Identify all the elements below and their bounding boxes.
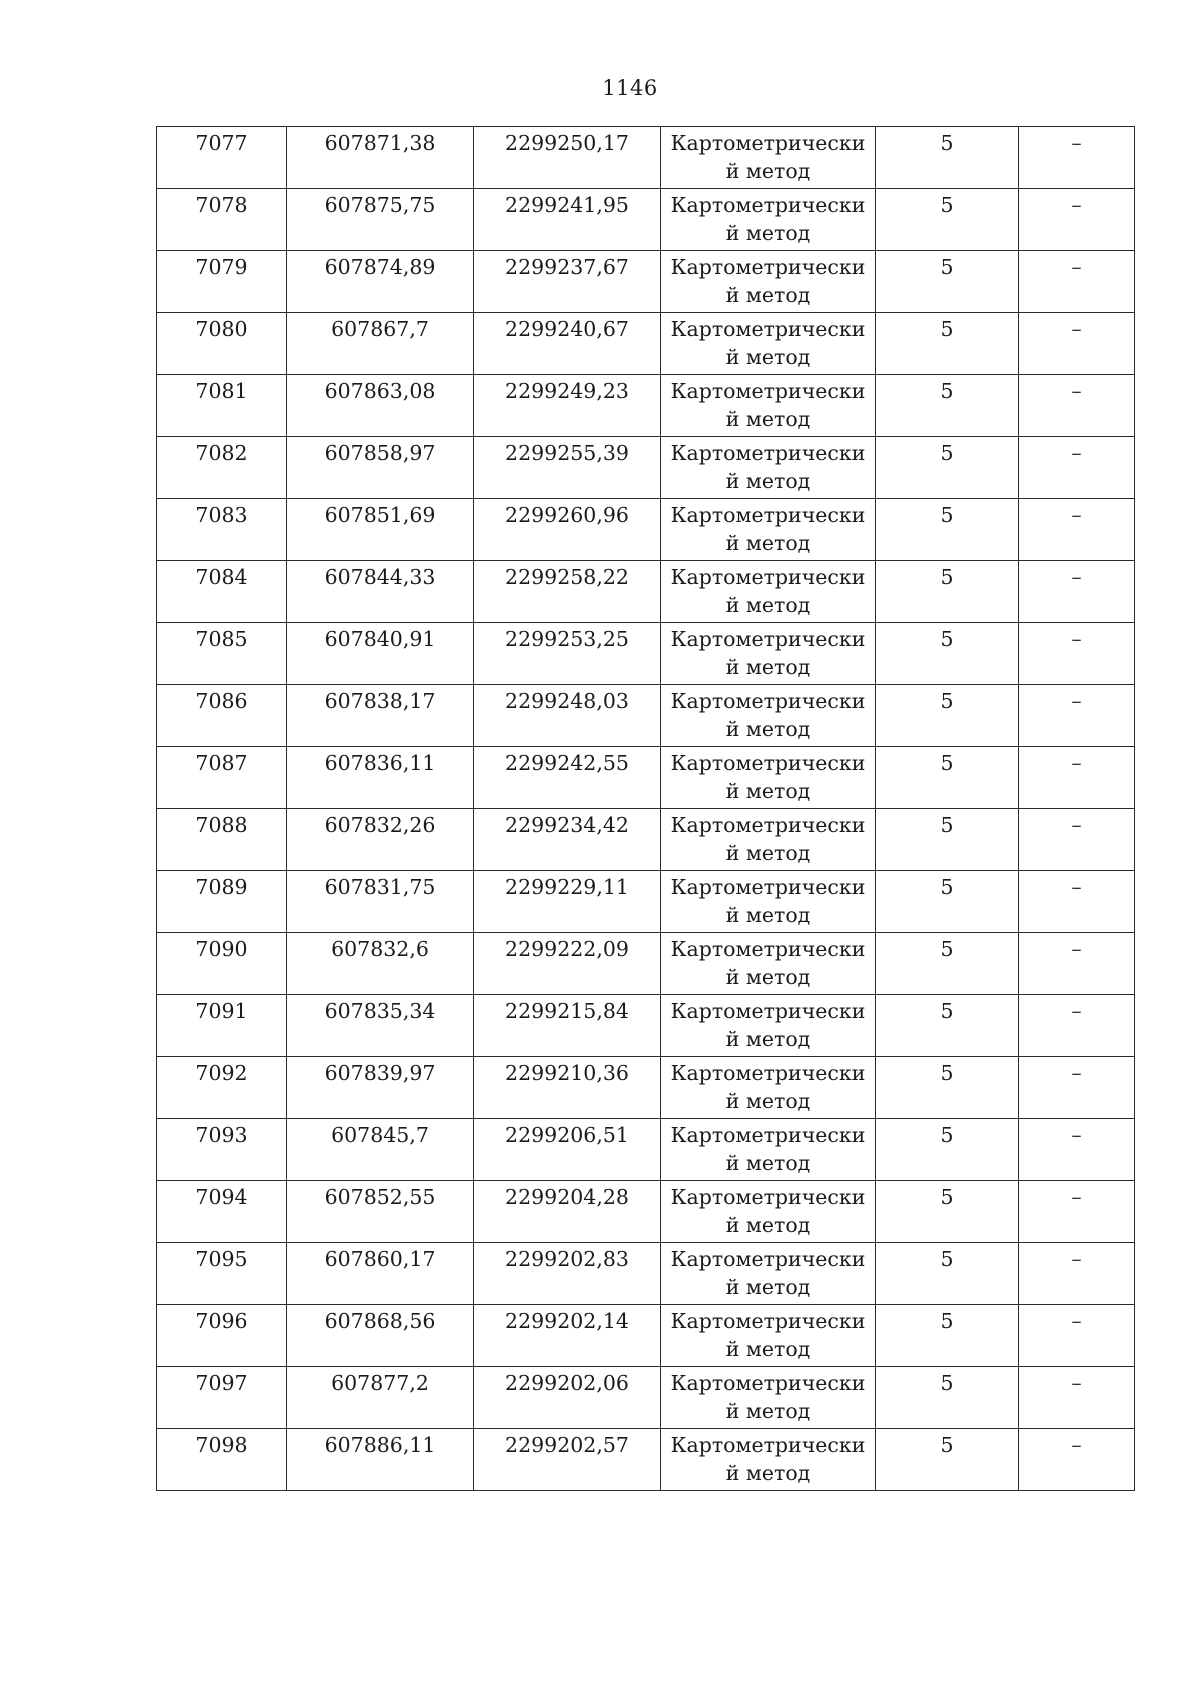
- note-cell: –: [1019, 809, 1135, 871]
- table-row: [157, 189, 1135, 251]
- method-line-1: Картометрически: [670, 565, 866, 589]
- accuracy-cell: 5: [876, 685, 1019, 747]
- note-cell: –: [1019, 995, 1135, 1057]
- x-coordinate-cell: 607845,7: [287, 1119, 474, 1181]
- method-line-1: Картометрически: [670, 1185, 866, 1209]
- method-line-2: й метод: [725, 655, 811, 679]
- method-cell: [661, 1119, 876, 1181]
- method-line-1: Картометрически: [670, 441, 866, 465]
- note-cell: –: [1019, 251, 1135, 313]
- point-number-cell: 7090: [157, 933, 287, 995]
- x-coordinate-cell: 607831,75: [287, 871, 474, 933]
- table-row: [157, 437, 1135, 499]
- y-coordinate-cell: 2299248,03: [474, 685, 661, 747]
- y-coordinate-cell: 2299210,36: [474, 1057, 661, 1119]
- method-cell: [661, 747, 876, 809]
- x-coordinate-cell: 607858,97: [287, 437, 474, 499]
- accuracy-cell: 5: [876, 1243, 1019, 1305]
- accuracy-cell: 5: [876, 437, 1019, 499]
- accuracy-cell: 5: [876, 127, 1019, 189]
- point-number-cell: 7080: [157, 313, 287, 375]
- note-cell: –: [1019, 871, 1135, 933]
- point-number-cell: 7085: [157, 623, 287, 685]
- accuracy-cell: 5: [876, 1367, 1019, 1429]
- note-cell: –: [1019, 1305, 1135, 1367]
- method-cell: [661, 995, 876, 1057]
- point-number-cell: 7083: [157, 499, 287, 561]
- x-coordinate-cell: 607839,97: [287, 1057, 474, 1119]
- method-cell: [661, 561, 876, 623]
- method-line-2: й метод: [725, 1461, 811, 1485]
- method-cell: [661, 871, 876, 933]
- y-coordinate-cell: 2299260,96: [474, 499, 661, 561]
- table-row: [157, 623, 1135, 685]
- x-coordinate-cell: 607874,89: [287, 251, 474, 313]
- method-cell: [661, 1243, 876, 1305]
- table-row: [157, 1243, 1135, 1305]
- method-cell: [661, 685, 876, 747]
- x-coordinate-cell: 607835,34: [287, 995, 474, 1057]
- table-body: [157, 127, 1135, 1491]
- y-coordinate-cell: 2299255,39: [474, 437, 661, 499]
- accuracy-cell: 5: [876, 1119, 1019, 1181]
- point-number-cell: 7092: [157, 1057, 287, 1119]
- x-coordinate-cell: 607868,56: [287, 1305, 474, 1367]
- y-coordinate-cell: 2299258,22: [474, 561, 661, 623]
- point-number-cell: 7097: [157, 1367, 287, 1429]
- table-row: [157, 251, 1135, 313]
- note-cell: –: [1019, 127, 1135, 189]
- note-cell: –: [1019, 313, 1135, 375]
- method-line-2: й метод: [725, 903, 811, 927]
- x-coordinate-cell: 607875,75: [287, 189, 474, 251]
- point-number-cell: 7098: [157, 1429, 287, 1491]
- y-coordinate-cell: 2299215,84: [474, 995, 661, 1057]
- method-cell: [661, 375, 876, 437]
- note-cell: –: [1019, 623, 1135, 685]
- method-line-2: й метод: [725, 531, 811, 555]
- accuracy-cell: 5: [876, 623, 1019, 685]
- point-number-cell: 7082: [157, 437, 287, 499]
- y-coordinate-cell: 2299202,83: [474, 1243, 661, 1305]
- method-line-1: Картометрически: [670, 1371, 866, 1395]
- method-line-2: й метод: [725, 1151, 811, 1175]
- method-line-1: Картометрически: [670, 193, 866, 217]
- x-coordinate-cell: 607851,69: [287, 499, 474, 561]
- method-line-1: Картометрически: [670, 503, 866, 527]
- x-coordinate-cell: 607871,38: [287, 127, 474, 189]
- method-line-1: Картометрически: [670, 317, 866, 341]
- accuracy-cell: 5: [876, 499, 1019, 561]
- x-coordinate-cell: 607836,11: [287, 747, 474, 809]
- table-row: [157, 375, 1135, 437]
- note-cell: –: [1019, 685, 1135, 747]
- y-coordinate-cell: 2299237,67: [474, 251, 661, 313]
- point-number-cell: 7096: [157, 1305, 287, 1367]
- x-coordinate-cell: 607877,2: [287, 1367, 474, 1429]
- point-number-cell: 7091: [157, 995, 287, 1057]
- table-row: [157, 995, 1135, 1057]
- method-line-2: й метод: [725, 1337, 811, 1361]
- method-cell: [661, 1057, 876, 1119]
- x-coordinate-cell: 607886,11: [287, 1429, 474, 1491]
- note-cell: –: [1019, 499, 1135, 561]
- note-cell: –: [1019, 747, 1135, 809]
- accuracy-cell: 5: [876, 561, 1019, 623]
- table-row: [157, 685, 1135, 747]
- note-cell: –: [1019, 1243, 1135, 1305]
- method-line-2: й метод: [725, 407, 811, 431]
- accuracy-cell: 5: [876, 189, 1019, 251]
- y-coordinate-cell: 2299202,06: [474, 1367, 661, 1429]
- table-row: [157, 313, 1135, 375]
- method-cell: [661, 437, 876, 499]
- method-line-1: Картометрически: [670, 937, 866, 961]
- method-cell: [661, 1367, 876, 1429]
- table-row: [157, 561, 1135, 623]
- method-line-2: й метод: [725, 1027, 811, 1051]
- x-coordinate-cell: 607863,08: [287, 375, 474, 437]
- accuracy-cell: 5: [876, 313, 1019, 375]
- point-number-cell: 7078: [157, 189, 287, 251]
- x-coordinate-cell: 607860,17: [287, 1243, 474, 1305]
- note-cell: –: [1019, 1367, 1135, 1429]
- table-row: [157, 809, 1135, 871]
- accuracy-cell: 5: [876, 809, 1019, 871]
- accuracy-cell: 5: [876, 1057, 1019, 1119]
- method-line-2: й метод: [725, 283, 811, 307]
- note-cell: –: [1019, 375, 1135, 437]
- note-cell: –: [1019, 561, 1135, 623]
- x-coordinate-cell: 607844,33: [287, 561, 474, 623]
- x-coordinate-cell: 607852,55: [287, 1181, 474, 1243]
- y-coordinate-cell: 2299249,23: [474, 375, 661, 437]
- x-coordinate-cell: 607832,6: [287, 933, 474, 995]
- point-number-cell: 7087: [157, 747, 287, 809]
- y-coordinate-cell: 2299250,17: [474, 127, 661, 189]
- method-cell: [661, 1305, 876, 1367]
- accuracy-cell: 5: [876, 251, 1019, 313]
- accuracy-cell: 5: [876, 375, 1019, 437]
- method-line-1: Картометрически: [670, 751, 866, 775]
- point-number-cell: 7084: [157, 561, 287, 623]
- y-coordinate-cell: 2299202,14: [474, 1305, 661, 1367]
- accuracy-cell: 5: [876, 1429, 1019, 1491]
- method-cell: [661, 623, 876, 685]
- method-cell: [661, 499, 876, 561]
- method-line-2: й метод: [725, 159, 811, 183]
- method-cell: [661, 251, 876, 313]
- method-line-2: й метод: [725, 717, 811, 741]
- method-line-2: й метод: [725, 345, 811, 369]
- method-cell: [661, 127, 876, 189]
- method-line-2: й метод: [725, 1213, 811, 1237]
- point-number-cell: 7086: [157, 685, 287, 747]
- y-coordinate-cell: 2299253,25: [474, 623, 661, 685]
- x-coordinate-cell: 607867,7: [287, 313, 474, 375]
- method-line-1: Картометрически: [670, 1247, 866, 1271]
- note-cell: –: [1019, 1181, 1135, 1243]
- y-coordinate-cell: 2299229,11: [474, 871, 661, 933]
- accuracy-cell: 5: [876, 1305, 1019, 1367]
- point-number-cell: 7088: [157, 809, 287, 871]
- y-coordinate-cell: 2299222,09: [474, 933, 661, 995]
- method-cell: [661, 933, 876, 995]
- method-line-1: Картометрически: [670, 1061, 866, 1085]
- table-row: [157, 127, 1135, 189]
- method-line-1: Картометрически: [670, 875, 866, 899]
- method-line-2: й метод: [725, 221, 811, 245]
- x-coordinate-cell: 607838,17: [287, 685, 474, 747]
- point-number-cell: 7093: [157, 1119, 287, 1181]
- method-line-1: Картометрически: [670, 131, 866, 155]
- method-line-2: й метод: [725, 1089, 811, 1113]
- note-cell: –: [1019, 189, 1135, 251]
- method-line-2: й метод: [725, 469, 811, 493]
- note-cell: –: [1019, 1119, 1135, 1181]
- note-cell: –: [1019, 933, 1135, 995]
- method-cell: [661, 313, 876, 375]
- accuracy-cell: 5: [876, 995, 1019, 1057]
- method-line-1: Картометрически: [670, 813, 866, 837]
- method-line-1: Картометрически: [670, 255, 866, 279]
- y-coordinate-cell: 2299204,28: [474, 1181, 661, 1243]
- y-coordinate-cell: 2299202,57: [474, 1429, 661, 1491]
- note-cell: –: [1019, 437, 1135, 499]
- note-cell: –: [1019, 1429, 1135, 1491]
- coordinates-table: [156, 126, 1135, 1491]
- method-line-1: Картометрически: [670, 999, 866, 1023]
- method-line-2: й метод: [725, 965, 811, 989]
- accuracy-cell: 5: [876, 747, 1019, 809]
- accuracy-cell: 5: [876, 1181, 1019, 1243]
- accuracy-cell: 5: [876, 933, 1019, 995]
- table-row: [157, 1429, 1135, 1491]
- table-row: [157, 1119, 1135, 1181]
- x-coordinate-cell: 607840,91: [287, 623, 474, 685]
- note-cell: –: [1019, 1057, 1135, 1119]
- method-cell: [661, 1181, 876, 1243]
- point-number-cell: 7077: [157, 127, 287, 189]
- table-row: [157, 1057, 1135, 1119]
- page-number: 1146: [602, 76, 658, 100]
- table-row: [157, 499, 1135, 561]
- point-number-cell: 7095: [157, 1243, 287, 1305]
- y-coordinate-cell: 2299234,42: [474, 809, 661, 871]
- method-line-2: й метод: [725, 779, 811, 803]
- y-coordinate-cell: 2299206,51: [474, 1119, 661, 1181]
- method-line-2: й метод: [725, 1399, 811, 1423]
- method-cell: [661, 189, 876, 251]
- table-row: [157, 1181, 1135, 1243]
- table-row: [157, 871, 1135, 933]
- method-line-1: Картометрически: [670, 1433, 866, 1457]
- method-cell: [661, 809, 876, 871]
- table-row: [157, 1367, 1135, 1429]
- method-line-1: Картометрически: [670, 1123, 866, 1147]
- point-number-cell: 7094: [157, 1181, 287, 1243]
- table-row: [157, 1305, 1135, 1367]
- method-line-2: й метод: [725, 841, 811, 865]
- method-line-1: Картометрически: [670, 627, 866, 651]
- point-number-cell: 7089: [157, 871, 287, 933]
- method-line-1: Картометрически: [670, 379, 866, 403]
- point-number-cell: 7081: [157, 375, 287, 437]
- y-coordinate-cell: 2299242,55: [474, 747, 661, 809]
- accuracy-cell: 5: [876, 871, 1019, 933]
- table-row: [157, 933, 1135, 995]
- method-line-2: й метод: [725, 593, 811, 617]
- point-number-cell: 7079: [157, 251, 287, 313]
- method-cell: [661, 1429, 876, 1491]
- table-row: [157, 747, 1135, 809]
- method-line-2: й метод: [725, 1275, 811, 1299]
- method-line-1: Картометрически: [670, 689, 866, 713]
- y-coordinate-cell: 2299240,67: [474, 313, 661, 375]
- x-coordinate-cell: 607832,26: [287, 809, 474, 871]
- y-coordinate-cell: 2299241,95: [474, 189, 661, 251]
- method-line-1: Картометрически: [670, 1309, 866, 1333]
